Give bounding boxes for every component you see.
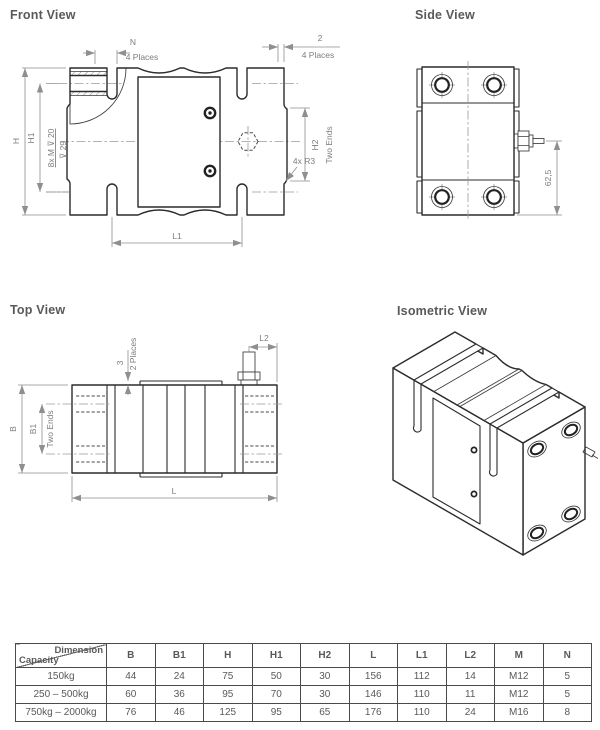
column-header: B1	[155, 644, 204, 668]
dimension-value-cell: 5	[543, 686, 592, 704]
dim-label-b: B	[8, 426, 18, 432]
dimension-value-cell: M12	[495, 686, 544, 704]
cable-gland	[514, 131, 544, 151]
column-header: M	[495, 644, 544, 668]
diagonal-header-dimension: Dimension	[54, 645, 103, 656]
dim-label-h1: H1	[26, 132, 36, 144]
column-header: H2	[301, 644, 350, 668]
dimension-value-cell: 11	[446, 686, 495, 704]
dimension-value-cell: 125	[204, 704, 253, 722]
dim-label-l: L	[171, 486, 177, 496]
dimension-value-cell: 76	[107, 704, 156, 722]
dimension-value-cell: 95	[252, 704, 301, 722]
dimension-value-cell: 36	[155, 686, 204, 704]
front-view-title: Front View	[10, 8, 76, 22]
table-row	[16, 704, 592, 722]
top-view-title: Top View	[10, 303, 66, 317]
cover-plate-screw	[205, 166, 215, 176]
dim-label-l1: L1	[172, 231, 182, 241]
top-view-drawing	[8, 333, 282, 502]
column-header: B	[107, 644, 156, 668]
table-row	[16, 686, 592, 704]
dim-label-h2: H2	[310, 139, 320, 151]
dimension-value-cell: 44	[107, 668, 156, 686]
cover-plate	[138, 77, 220, 207]
dimension-value-cell: 24	[155, 668, 204, 686]
fillet-callout: 4x R3	[292, 156, 316, 166]
column-header: N	[543, 644, 592, 668]
isometric-view-drawing	[393, 332, 598, 555]
diagonal-header-cell	[16, 644, 107, 668]
column-header: L	[349, 644, 398, 668]
thread-depth-callout: ⊽ 29	[58, 140, 68, 160]
dim-label-h: H	[11, 137, 21, 145]
dimension-value-cell: 75	[204, 668, 253, 686]
cover-plate-screw	[205, 108, 215, 118]
dim-label-n: N	[129, 37, 137, 47]
dimension-value-cell: 14	[446, 668, 495, 686]
dim-label-l2: L2	[259, 333, 269, 343]
dim-label-b1: B1	[28, 423, 38, 435]
capacity-cell: 250 – 500kg	[16, 686, 107, 704]
dimension-value-cell: 24	[446, 704, 495, 722]
table-header-row	[16, 644, 592, 668]
dimension-value-cell: 30	[301, 668, 350, 686]
dim-note-offset: 2 Places	[128, 337, 138, 371]
dimension-value-cell: 156	[349, 668, 398, 686]
column-header: L2	[446, 644, 495, 668]
thread-callout: 8x M ⊽ 20	[46, 128, 56, 168]
dimension-value-cell: 110	[398, 704, 447, 722]
front-view-drawing	[11, 33, 340, 247]
dimension-value-cell: 60	[107, 686, 156, 704]
column-header: L1	[398, 644, 447, 668]
dimension-value-cell: 146	[349, 686, 398, 704]
dimension-value-cell: 5	[543, 668, 592, 686]
dim-label-cable-height: 62,5	[543, 169, 553, 187]
dim-note-b1: Two Ends	[45, 410, 55, 448]
dim-note-n: 4 Places	[125, 52, 159, 62]
dim-note-h2: Two Ends	[324, 126, 334, 164]
dimension-value-cell: 50	[252, 668, 301, 686]
dimension-value-cell: 65	[301, 704, 350, 722]
table-row	[16, 668, 592, 686]
table-body	[16, 668, 592, 722]
dimension-value-cell: 30	[301, 686, 350, 704]
dimension-value-cell: 112	[398, 668, 447, 686]
column-header: H	[204, 644, 253, 668]
capacity-cell: 150kg	[16, 668, 107, 686]
dimension-value-cell: 8	[543, 704, 592, 722]
dimension-value-cell: M12	[495, 668, 544, 686]
column-header: H1	[252, 644, 301, 668]
dimension-value-cell: 95	[204, 686, 253, 704]
dimension-table	[15, 643, 592, 722]
dimension-value-cell: 70	[252, 686, 301, 704]
side-view-title: Side View	[415, 8, 475, 22]
dim-note-2: 4 Places	[301, 50, 335, 60]
capacity-cell: 750kg – 2000kg	[16, 704, 107, 722]
top-body	[72, 385, 277, 473]
diagonal-header-capacity: Capacity	[19, 655, 59, 666]
isometric-view-title: Isometric View	[397, 304, 488, 318]
side-view-drawing	[417, 61, 562, 221]
dimension-value-cell: 46	[155, 704, 204, 722]
dim-label-offset: 3	[115, 360, 125, 366]
dim-label-2: 2	[317, 33, 323, 43]
dimension-value-cell: 176	[349, 704, 398, 722]
dimension-value-cell: 110	[398, 686, 447, 704]
dimension-value-cell: M16	[495, 704, 544, 722]
